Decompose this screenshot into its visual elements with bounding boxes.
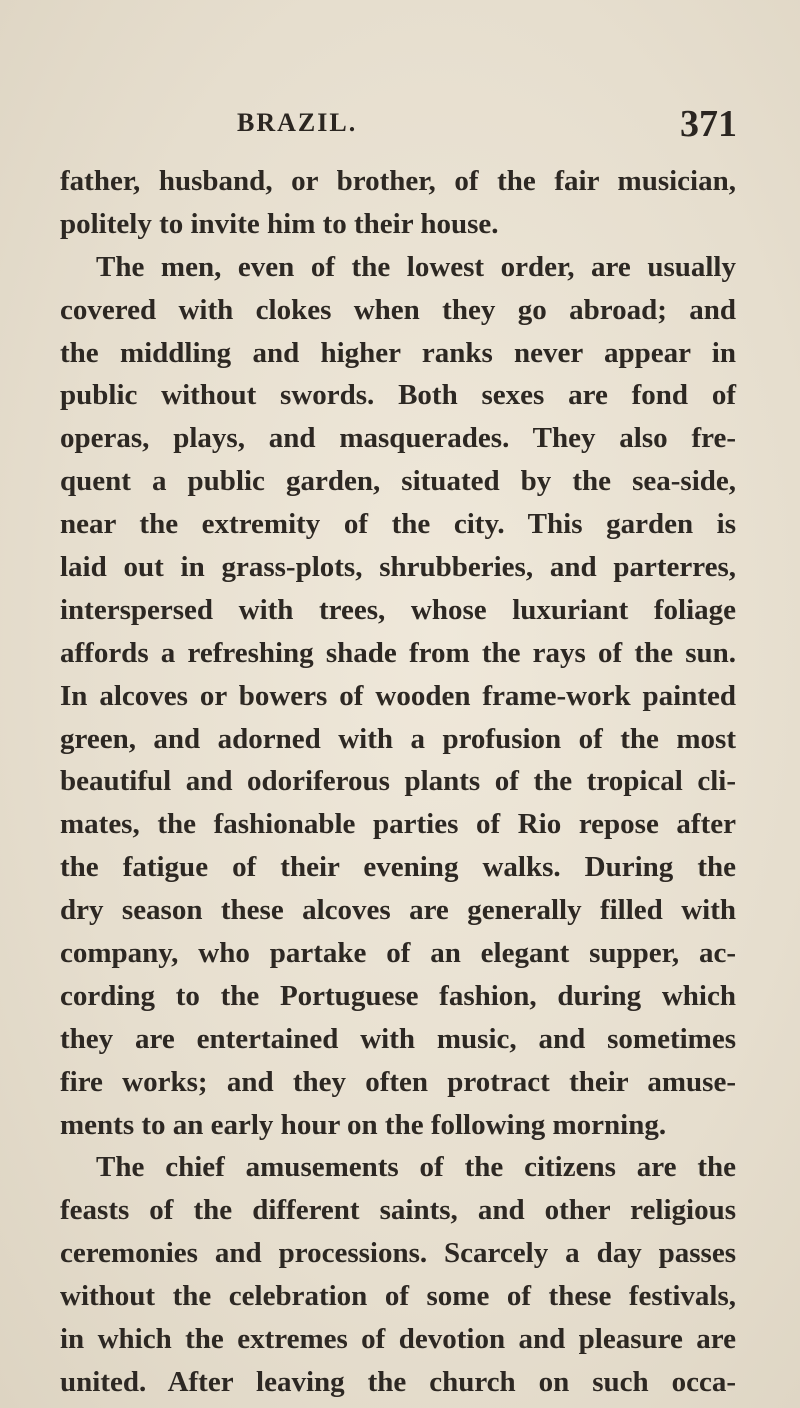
text-line: the middling and higher ranks never appear in [60,336,736,369]
text-line: beautiful and odoriferous plants of the tropical cli- [60,765,736,798]
body-text [60,160,736,1404]
text-line: father, husband, or brother, of the fair musician, [60,165,736,197]
text-line: near the extremity of the city. This garden is [60,508,736,541]
text-line: The men, even of the lowest order, are usually [96,250,736,283]
text-line: In alcoves or bowers of wooden frame-work painted [60,679,736,712]
text-line: in which the extremes of devotion and pleasure are [60,1323,736,1356]
text-line: politely to invite him to their house. [60,207,499,240]
text-line: without the celebration of some of these festivals, [60,1280,736,1313]
text-line: cording to the Portuguese fashion, during which [60,979,736,1012]
running-head: BRAZIL. [237,108,358,137]
text-line: feasts of the different saints, and other religious [60,1194,736,1227]
text-line: ceremonies and processions. Scarcely a day passes [60,1237,736,1270]
text-line: fire works; and they often protract their amuse- [60,1065,736,1098]
text-line: operas, plays, and masquerades. They also fre- [60,422,736,455]
text-line: affords a refreshing shade from the rays of the sun. [60,636,736,669]
text-line: united. After leaving the church on such occa- [60,1365,736,1398]
text-line: mates, the fashionable parties of Rio repose after [60,808,736,841]
page-header [0,103,800,148]
text-line: company, who partake of an elegant supper, ac- [60,937,736,970]
text-line: ments to an early hour on the following morning. [60,1108,667,1141]
text-line: green, and adorned with a profusion of the most [60,722,736,755]
text-line: covered with clokes when they go abroad; and [60,293,736,326]
text-line: The chief amusements of the citizens are the [96,1151,736,1184]
text-line: public without swords. Both sexes are fond of [60,379,736,412]
text-line: the fatigue of their evening walks. During the [60,851,736,884]
text-line: laid out in grass-plots, shrubberies, and parterres, [60,551,736,584]
page-number: 371 [680,103,737,145]
text-line: quent a public garden, situated by the sea-side, [60,465,736,498]
text-line: they are entertained with music, and sometimes [60,1022,736,1055]
text-line: dry season these alcoves are generally filled with [60,894,736,927]
text-line: interspersed with trees, whose luxuriant foliage [60,593,736,626]
